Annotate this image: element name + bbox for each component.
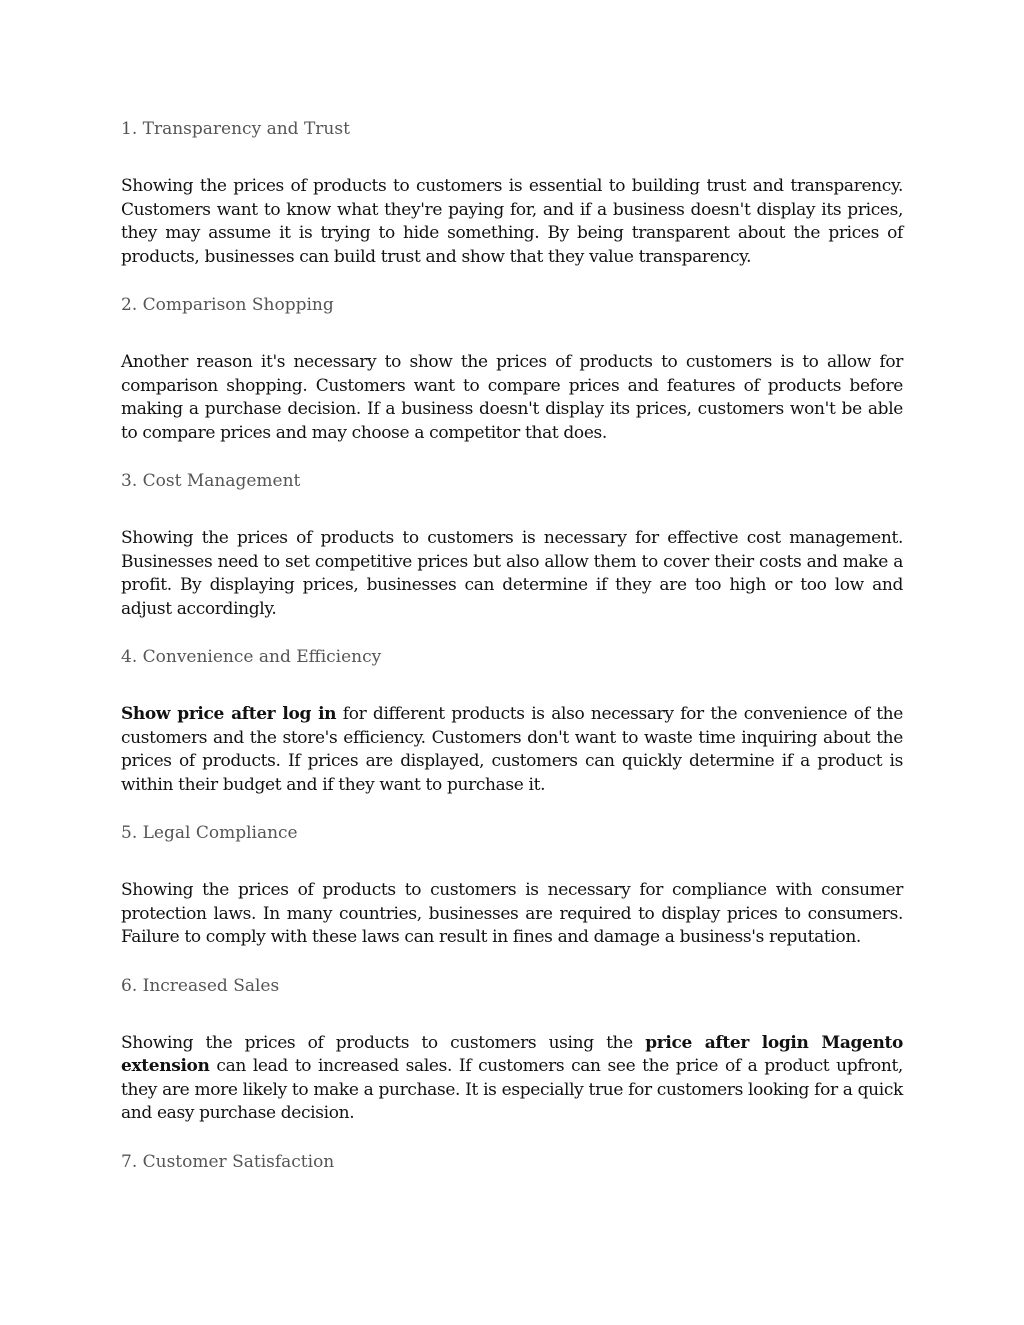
section-heading-legal-compliance: 5. Legal Compliance [121, 823, 298, 843]
document-page [121, 117, 903, 1208]
section-paragraph-cost-management: Showing the prices of products to customers is necessary for effective cost management. Businesses need to set competitive prices but also allow them to cover their costs and make a profit. By displaying prices, businesses can determine if they are too high or too low and adjust accordingly. [121, 528, 903, 619]
section-heading-customer-satisfaction: 7. Customer Satisfaction [121, 1151, 335, 1172]
bold-link-text-magento-extension: price after login Magento extension [121, 1032, 903, 1076]
section-heading-increased-sales: 6. Increased Sales [121, 975, 280, 996]
section-heading-transparency-trust: 1. Transparency and Trust [121, 119, 350, 139]
section-paragraph-comparison-shopping: Another reason it's necessary to show the prices of products to customers is to allow for comparison shopping. Customers want to compare prices and features of products before making a purchase decision. If a business doesn't display its prices, customers won't be able to compare prices and may choose a competitor that does. [121, 352, 903, 443]
section-heading-comparison-shopping: 2. Comparison Shopping [121, 295, 334, 315]
section-paragraph-increased-sales [121, 1032, 903, 1126]
paragraph-text: for different products is also necessary for the convenience of the customers and the store's efficiency. Customers don't want to waste time inquiring about the prices of products. If prices are displayed, customers can quickly determine if a product is within their budget and if they want to purchase it. [121, 704, 903, 795]
section-heading-convenience-efficiency: 4. Convenience and Efficiency [121, 647, 382, 667]
section-paragraph-transparency-trust: Showing the prices of products to customers is essential to building trust and transparency. Customers want to know what they're paying for, and if a business doesn't display its prices, they may assume it is trying to hide something. By being transparent about the prices of products, businesses can build trust and show that they value transparency. [121, 176, 903, 267]
section-heading-cost-management: 3. Cost Management [121, 471, 301, 491]
bold-link-text-show-price-after-login: Show price after log in [121, 704, 337, 724]
paragraph-text-start: Showing the prices of products to customers using the [121, 1032, 646, 1053]
section-paragraph-convenience-efficiency [121, 703, 903, 797]
section-paragraph-legal-compliance: Showing the prices of products to customers is necessary for compliance with consumer protection laws. In many countries, businesses are required to display prices to consumers. Failure to comply with these laws can result in fines and damage a business's reputation. [121, 880, 903, 947]
paragraph-text-rest: can lead to increased sales. If customers can see the price of a product upfront, they are more likely to make a purchase. It is especially true for customers looking for a quick and easy purchase decision. [121, 1056, 903, 1123]
